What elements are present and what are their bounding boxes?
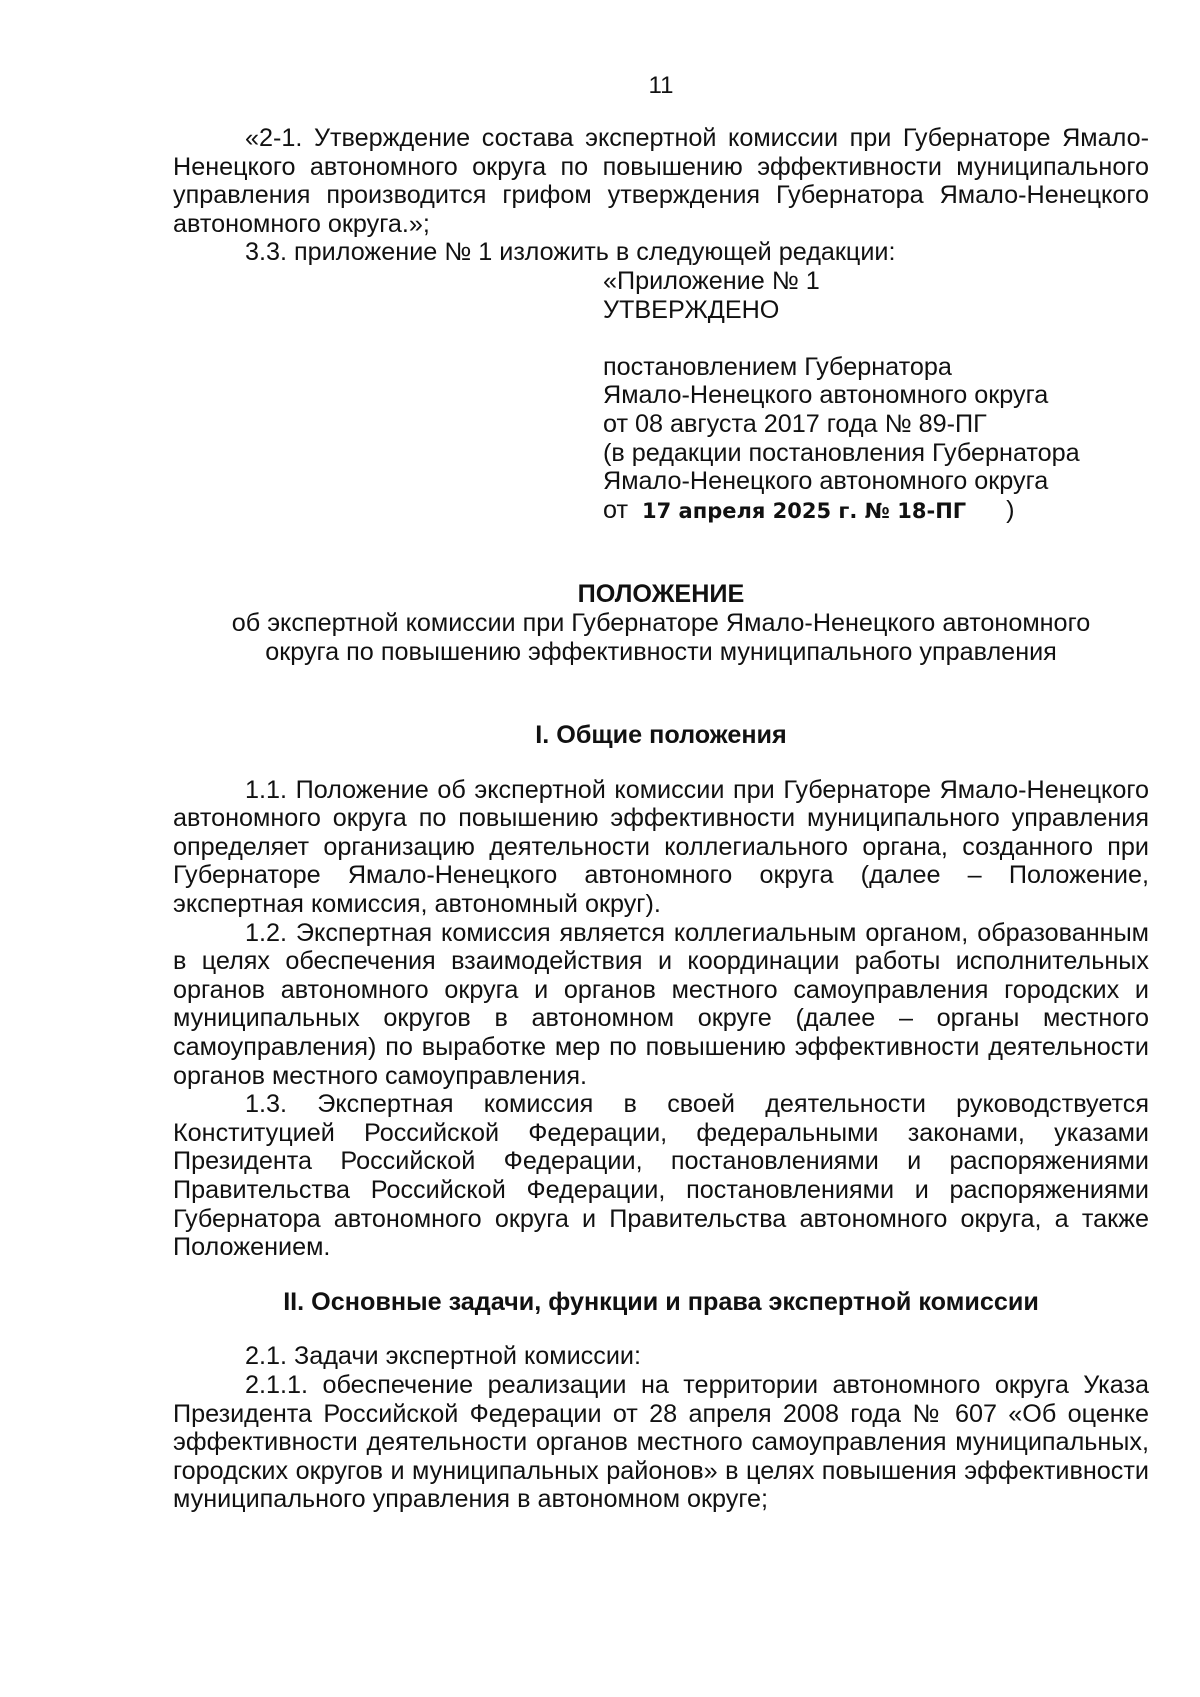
approval-revision-region-line: Ямало-Ненецкого автономного округа xyxy=(603,467,1049,496)
paragraph-1-1: 1.1. Положение об экспертной комиссии при Губернаторе Ямало-Ненецкого автономного округа по повышению эффективности муниципального управления определяет организацию деятельности коллегиального органа, созданного при Губернаторе Ямало-Ненецкого автономного округа (далее – Положение, экспертная комиссия, автономный округ). xyxy=(173,775,1149,919)
approval-decree-line: постановлением Губернатора xyxy=(603,352,952,381)
section-2-heading: II. Основные задачи, функции и права экспертной комиссии xyxy=(283,1287,1039,1316)
document-title: ПОЛОЖЕНИЕ xyxy=(577,580,745,609)
paragraph-1-2: 1.2. Экспертная комиссия является коллегиальным органом, образованным в целях обеспечения взаимодействия и координации работы исполнительных органов автономного округа и органов местного самоуправления городских и муниципальных округов в автономном округе (далее – органы местного самоуправления) по выработке мер по повышению эффективности деятельности органов местного самоуправления. xyxy=(173,918,1149,1090)
registration-stamp: 17 апреля 2025 г. № 18-ПГ xyxy=(642,498,967,523)
approval-approved-line: УТВЕРЖДЕНО xyxy=(603,295,780,324)
approval-date-line: от 08 августа 2017 года № 89-ПГ xyxy=(603,409,987,438)
approval-spacer xyxy=(603,324,1149,353)
paragraph-2-1-1: 2.1.1. обеспечение реализации на территории автономного округа Указа Президента Российской Федерации от 28 апреля 2008 года № 607 «Об оценке эффективности деятельности органов местного самоуправления муниципальных, городских округов и муниципальных районов» в целях повышения эффективности муниципального управления в автономном округе; xyxy=(173,1370,1149,1514)
approval-block xyxy=(603,267,1149,524)
approval-from-label: от xyxy=(603,495,628,524)
approval-region-line: Ямало-Ненецкого автономного округа xyxy=(603,381,1049,410)
paragraph-2-1-approval: «2-1. Утверждение состава экспертной комиссии при Губернаторе Ямало-Ненецкого автономного округа по повышению эффективности муниципального управления производится грифом утверждения Губернатора Ямало-Ненецкого автономного округа.»; xyxy=(173,124,1149,238)
paragraph-2-1: 2.1. Задачи экспертной комиссии: xyxy=(245,1342,641,1371)
document-subtitle-line-2: округа по повышению эффективности муниципального управления xyxy=(265,637,1057,666)
approval-revision-date-line xyxy=(603,496,1149,525)
section-1-heading: I. Общие положения xyxy=(535,721,787,750)
document-subtitle-line-1: об экспертной комиссии при Губернаторе Ямало-Ненецкого автономного xyxy=(231,608,1091,637)
approval-close-paren: ) xyxy=(1006,495,1015,524)
paragraph-1-3: 1.3. Экспертная комиссия в своей деятельности руководствуется Конституцией Российской Федерации, федеральными законами, указами Президента Российской Федерации, постановлениями и распоряжениями Правительства Российской Федерации, постановлениями и распоряжениями Губернатора автономного округа и Правительства автономного округа, а также Положением. xyxy=(173,1090,1149,1262)
document-body xyxy=(173,124,1149,1514)
page-number: 11 xyxy=(648,72,674,99)
paragraph-3-3: 3.3. приложение № 1 изложить в следующей редакции: xyxy=(245,238,896,267)
approval-revision-line: (в редакции постановления Губернатора xyxy=(603,438,1080,467)
approval-appendix-line: «Приложение № 1 xyxy=(603,266,820,295)
